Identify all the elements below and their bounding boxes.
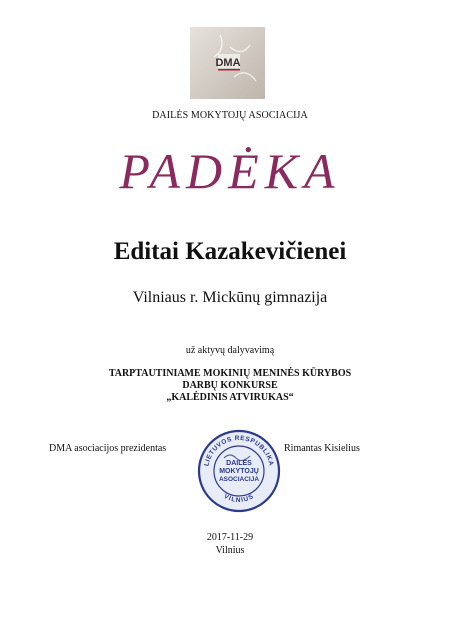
logo-text: DMA	[215, 57, 241, 69]
stamp-bottom-text: VILNIUS	[222, 492, 256, 505]
signer-name: Rimantas Kisielius	[284, 443, 360, 454]
contest-line-3: „KALĖDINIS ATVIRUKAS“	[166, 392, 294, 403]
certificate-title: PADĖKA	[119, 143, 341, 199]
stamp-ring-text: LIETUVOS RESPUBLIKA	[203, 434, 275, 467]
stamp-center-line-3: ASOCIACIJA	[218, 476, 260, 483]
contest-line-2: DARBŲ KONKURSE	[182, 380, 278, 391]
contest-name	[0, 368, 460, 404]
stamp-center-line-1: DAILĖS	[226, 460, 252, 467]
school-name: Vilniaus r. Mickūnų gimnazija	[132, 289, 328, 306]
issue-city: Vilnius	[215, 545, 245, 556]
contest-line-1: TARPTAUTINIAME MOKINIŲ MENINĖS KŪRYBOS	[108, 368, 352, 379]
issue-date: 2017-11-29	[206, 532, 254, 543]
reason-intro: už aktyvų dalyvavimą	[185, 345, 275, 356]
dma-logo	[190, 27, 265, 99]
stamp-center-line-2: MOKYTOJŲ	[219, 468, 259, 475]
recipient-name: Editai Kazakevičienei	[113, 238, 347, 265]
official-stamp	[196, 428, 282, 514]
association-name: DAILĖS MOKYTOJŲ ASOCIACIJA	[152, 110, 308, 121]
signer-role: DMA asociacijos prezidentas	[49, 443, 167, 454]
